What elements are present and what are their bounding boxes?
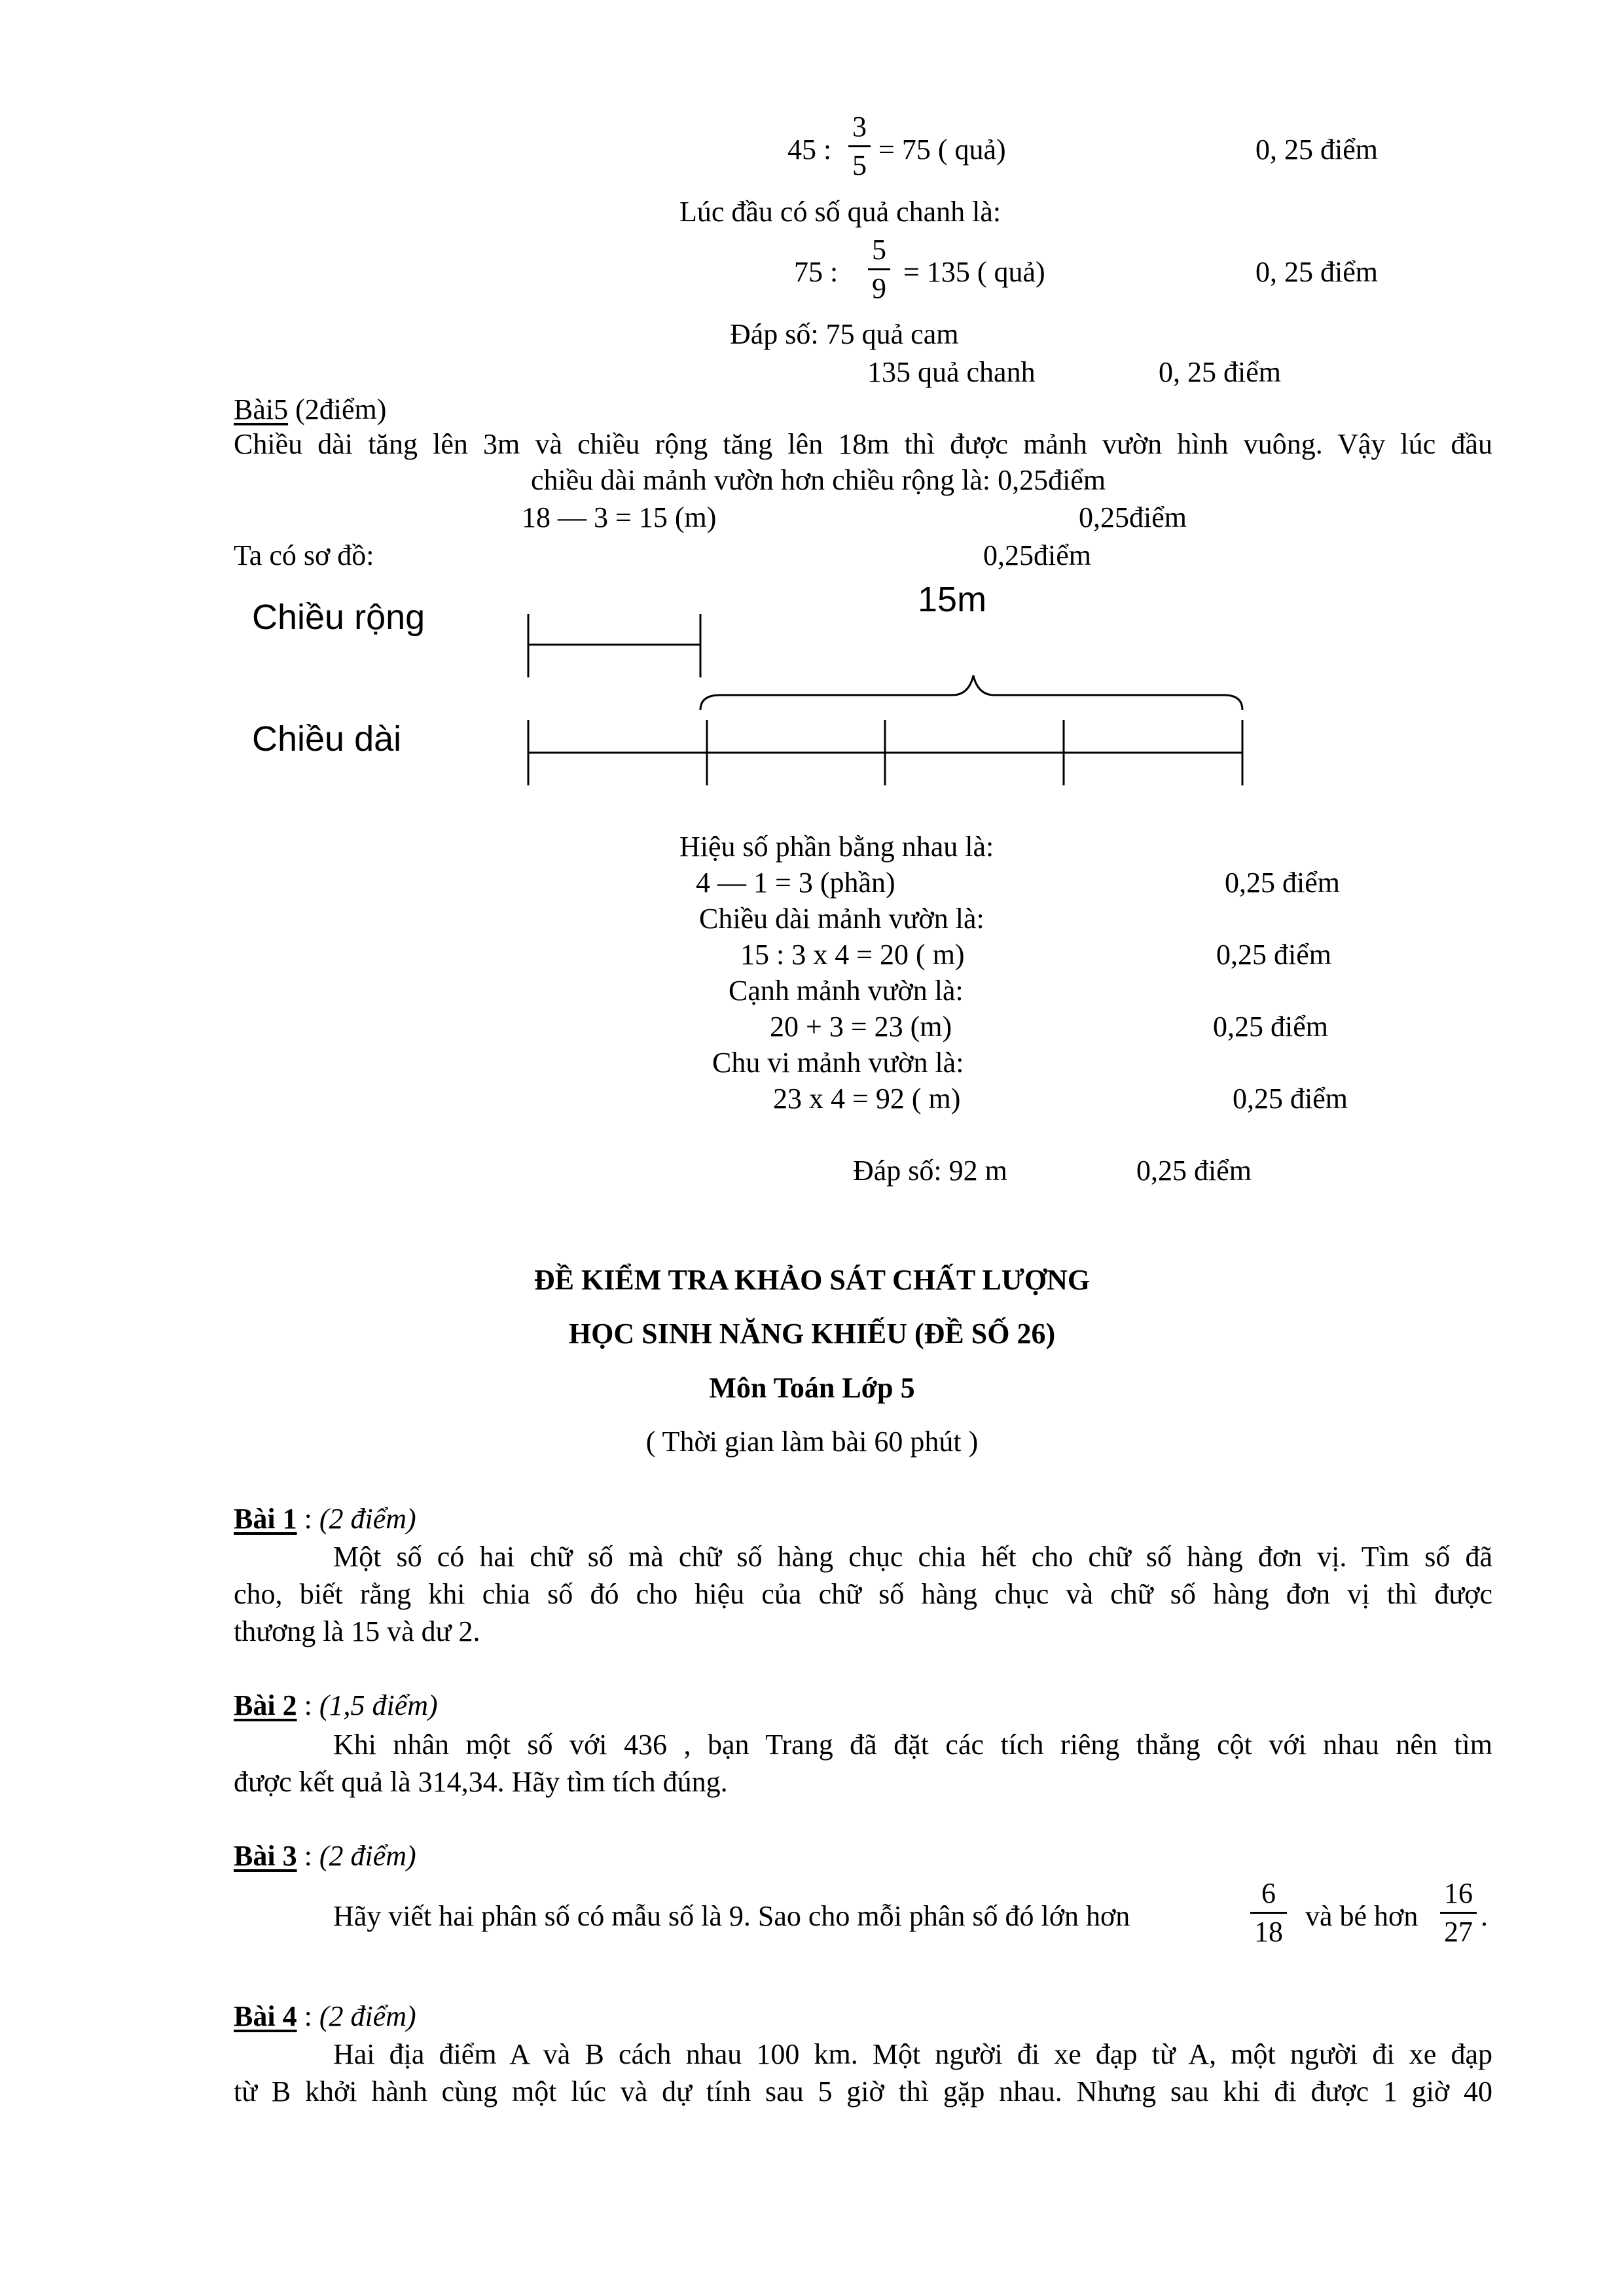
step4-text: 15 : 3 x 4 = 20 ( m) xyxy=(740,939,965,971)
problem1-points: (2 điểm) xyxy=(319,1503,416,1535)
fraction-denominator: 9 xyxy=(872,272,886,304)
step2-text: 4 — 1 = 3 (phần) xyxy=(696,867,895,899)
answer-line2: 135 quả chanh xyxy=(867,356,1036,388)
exam-subject: Môn Toán Lớp 5 xyxy=(709,1372,915,1404)
problem4-line2: từ B khởi hành cùng một lúc và dự tính sau 5 giờ thì gặp nhau. Nhưng sau khi đi được 1 giờ 40 xyxy=(234,2075,1492,2108)
problem1-line3: thương là 15 và dư 2. xyxy=(234,1615,480,1647)
problem2-line2: được kết quả là 314,34. Hãy tìm tích đúng. xyxy=(234,1766,728,1798)
bai5-label: Bài5 xyxy=(234,393,289,425)
problem2-sep: : xyxy=(297,1689,319,1721)
problem3-text-c: . xyxy=(1481,1900,1488,1932)
fraction-denominator: 18 xyxy=(1254,1916,1283,1948)
answer-line2-score: 0, 25 điểm xyxy=(1159,356,1281,388)
problem1-label: Bài 1 xyxy=(234,1503,297,1535)
problem3-text-b: và bé hơn xyxy=(1305,1900,1418,1932)
fraction-numerator: 6 xyxy=(1261,1877,1276,1909)
bai5-line4: Ta có sơ đồ: xyxy=(234,539,374,571)
problem4-label: Bài 4 xyxy=(234,2000,297,2032)
step7-text: Chu vi mảnh vườn là: xyxy=(712,1047,964,1079)
exam-time: ( Thời gian làm bài 60 phút ) xyxy=(645,1426,979,1458)
problem3-label: Bài 3 xyxy=(234,1840,297,1872)
problem3-heading xyxy=(234,1839,416,1873)
problem3-text-a: Hãy viết hai phân số có mẫu số là 9. Sao cho mỗi phân số đó lớn hơn xyxy=(333,1900,1130,1932)
step8-text: 23 x 4 = 92 ( m) xyxy=(773,1083,961,1115)
problem1-sep: : xyxy=(297,1503,319,1535)
fraction-numerator: 16 xyxy=(1444,1877,1473,1909)
step6-score: 0,25 điểm xyxy=(1213,1011,1328,1043)
calc-line3-score: 0, 25 điểm xyxy=(1255,256,1378,288)
step5-text: Cạnh mảnh vườn là: xyxy=(729,975,964,1007)
calc-line3-left: 75 : xyxy=(794,256,839,288)
fraction-denominator: 27 xyxy=(1444,1916,1473,1948)
calc-line1-right: = 75 ( quả) xyxy=(878,134,1006,166)
problem4-points: (2 điểm) xyxy=(319,2000,416,2032)
problem3-sep: : xyxy=(297,1840,319,1872)
step1-text: Hiệu số phần bằng nhau là: xyxy=(679,831,994,863)
step8-score: 0,25 điểm xyxy=(1233,1083,1348,1115)
problem2-points: (1,5 điểm) xyxy=(319,1689,438,1721)
problem3-points: (2 điểm) xyxy=(319,1840,416,1872)
problem1-line1: Một số có hai chữ số mà chữ số hàng chục chia hết cho chữ số hàng đơn vị. Tìm số đã xyxy=(333,1541,1492,1573)
problem4-line1: Hai địa điểm A và B cách nhau 100 km. Một người đi xe đạp từ A, một người đi xe đạp xyxy=(333,2038,1492,2070)
diagram-label-length: Chiều dài xyxy=(252,719,402,759)
calc-line1-score: 0, 25 điểm xyxy=(1255,134,1378,166)
fraction-16-27 xyxy=(1440,1878,1477,1948)
bai5-line3-score: 0,25điểm xyxy=(1079,501,1187,533)
step6-text: 20 + 3 = 23 (m) xyxy=(770,1011,952,1043)
bai5-line2: chiều dài mảnh vườn hơn chiều rộng là: 0,25điểm xyxy=(531,464,1106,496)
answer-line1: Đáp số: 75 quả cam xyxy=(730,318,959,350)
diagram-brace-label: 15m xyxy=(918,580,987,619)
step2-score: 0,25 điểm xyxy=(1225,867,1340,899)
step3-text: Chiều dài mảnh vườn là: xyxy=(699,903,984,935)
bai5-line3: 18 — 3 = 15 (m) xyxy=(522,501,717,533)
step4-score: 0,25 điểm xyxy=(1216,939,1331,971)
fraction-denominator: 5 xyxy=(852,149,867,181)
calc-line2: Lúc đầu có số quả chanh là: xyxy=(679,196,1001,228)
bai5-answer-score: 0,25 điểm xyxy=(1136,1155,1252,1187)
fraction-numerator: 3 xyxy=(852,111,867,143)
problem2-heading xyxy=(234,1689,438,1723)
problem2-label: Bài 2 xyxy=(234,1689,297,1721)
problem4-heading xyxy=(234,2000,416,2034)
fraction-6-18 xyxy=(1250,1878,1287,1948)
bai5-line4-score: 0,25điểm xyxy=(983,539,1091,571)
exam-title-2: HỌC SINH NĂNG KHIẾU (ĐỀ SỐ 26) xyxy=(568,1318,1056,1350)
fraction-numerator: 5 xyxy=(872,234,886,266)
calc-line3-right: = 135 ( quả) xyxy=(903,256,1045,288)
brace xyxy=(700,675,1242,710)
problem2-line1: Khi nhân một số với 436 , bạn Trang đã đặt các tích riêng thẳng cột với nhau nên tìm xyxy=(333,1729,1492,1761)
exam-title-1: ĐỀ KIỂM TRA KHẢO SÁT CHẤT LƯỢNG xyxy=(533,1264,1091,1296)
calc-line1-left: 45 : xyxy=(787,134,832,166)
bai5-answer: Đáp số: 92 m xyxy=(853,1155,1007,1187)
problem1-heading xyxy=(234,1502,416,1536)
bai5-points: (2điểm) xyxy=(288,393,387,425)
problem4-sep: : xyxy=(297,2000,319,2032)
bai5-line1: Chiều dài tăng lên 3m và chiều rộng tăng lên 18m thì được mảnh vườn hình vuông. Vậy lúc đầu xyxy=(234,428,1492,460)
problem1-line2: cho, biết rằng khi chia số đó cho hiệu của chữ số hàng chục và chữ số hàng đơn vị thì được xyxy=(234,1578,1492,1610)
diagram-label-width: Chiều rộng xyxy=(252,598,425,637)
segment-diagram xyxy=(0,0,1624,851)
